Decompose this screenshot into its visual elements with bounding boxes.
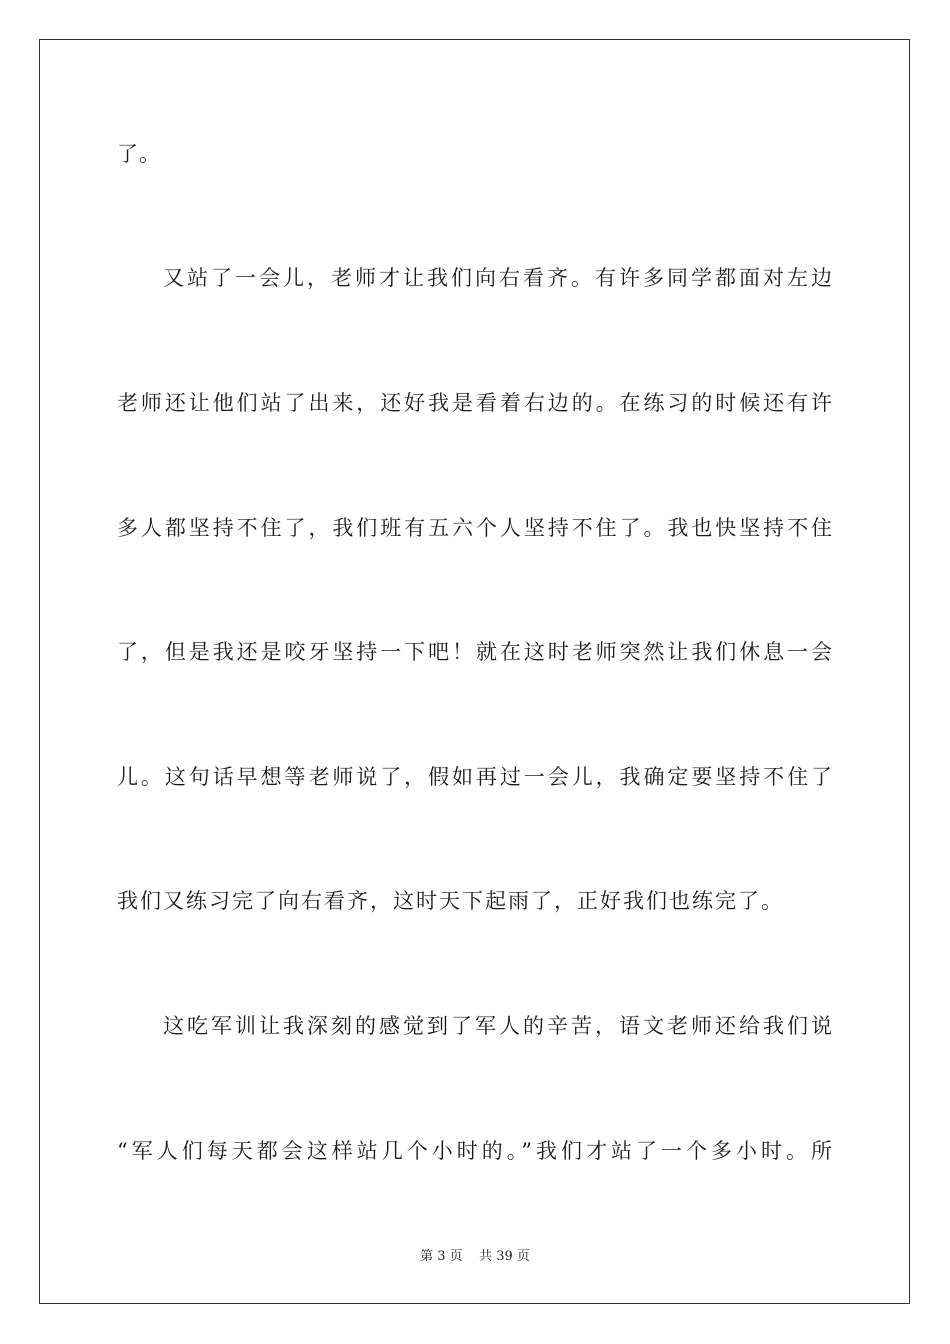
page-border <box>39 39 910 1304</box>
text-line-4: 多人都坚持不住了，我们班有五六个人坚持不住了。我也快坚持不住 <box>117 516 833 540</box>
text-line-2: 又站了一会儿，老师才让我们向右看齐。有许多同学都面对左边 <box>163 266 833 290</box>
text-line-7: 我们又练习完了向右看齐，这时天下起雨了，正好我们也练完了。 <box>117 889 784 913</box>
text-line-3: 老师还让他们站了出来，还好我是看着右边的。在练习的时候还有许 <box>117 391 833 415</box>
text-line-5: 了，但是我还是咬牙坚持一下吧！就在这时老师突然让我们休息一会 <box>117 640 833 664</box>
text-line-1: 了。 <box>117 142 161 166</box>
text-line-6: 儿。这句话早想等老师说了，假如再过一会儿，我确定要坚持不住了 <box>117 765 833 789</box>
page-number-footer: 第 3 页 共 39 页 <box>420 1249 530 1264</box>
text-line-9: “军人们每天都会这样站几个小时的。”我们才站了一个多小时。所 <box>117 1139 833 1163</box>
text-line-8: 这吃军训让我深刻的感觉到了军人的辛苦，语文老师还给我们说 <box>163 1014 833 1038</box>
